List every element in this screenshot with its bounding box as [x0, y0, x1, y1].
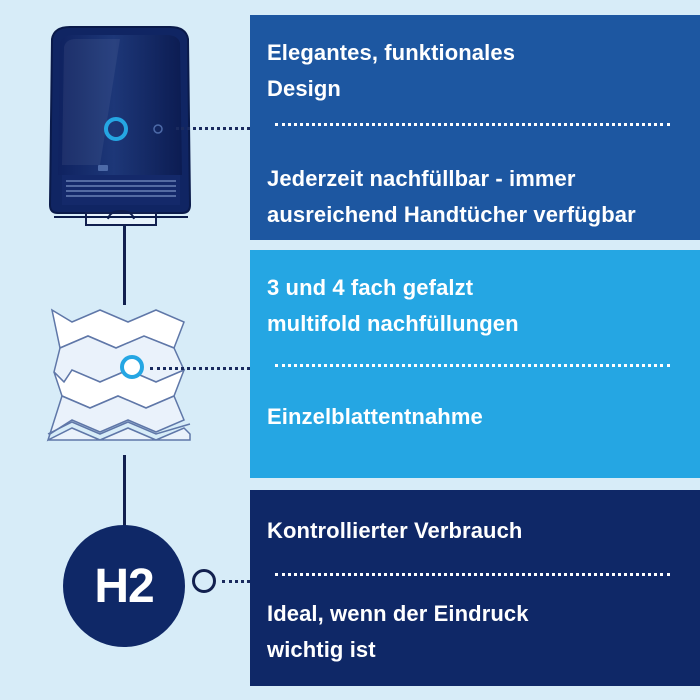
connector-line-top [123, 225, 126, 305]
h2-system-badge [63, 525, 185, 647]
panel-design-heading: Elegantes, funktionales Design [267, 40, 516, 101]
feature-panel-refill [250, 250, 700, 478]
panel-design-separator [275, 123, 670, 126]
connector-dots-2 [150, 367, 250, 370]
connector-dots-1 [176, 127, 250, 130]
panel-refill-detail: Einzelblattentnahme [267, 404, 483, 429]
panel-design-detail: Jederzeit nachfüllbar - immer ausreichend Handtücher verfügbar [267, 166, 636, 227]
folded-paper-towel-icon [44, 300, 204, 470]
feature-panel-consumption [250, 490, 700, 686]
panel-consumption-detail: Ideal, wenn der Eindruck wichtig ist [267, 601, 529, 662]
panel-refill-heading: 3 und 4 fach gefalzt multifold nachfüllungen [267, 275, 519, 336]
feature-panel-design [250, 15, 700, 240]
connector-ring-3 [192, 569, 216, 593]
panel-consumption-separator [275, 573, 670, 576]
panel-refill-separator [275, 364, 670, 367]
panel-consumption-heading: Kontrollierter Verbrauch [267, 518, 523, 543]
h2-badge-label: H2 [94, 559, 154, 613]
connector-dots-3 [222, 580, 250, 583]
paper-towel-dispenser-icon [40, 25, 200, 235]
